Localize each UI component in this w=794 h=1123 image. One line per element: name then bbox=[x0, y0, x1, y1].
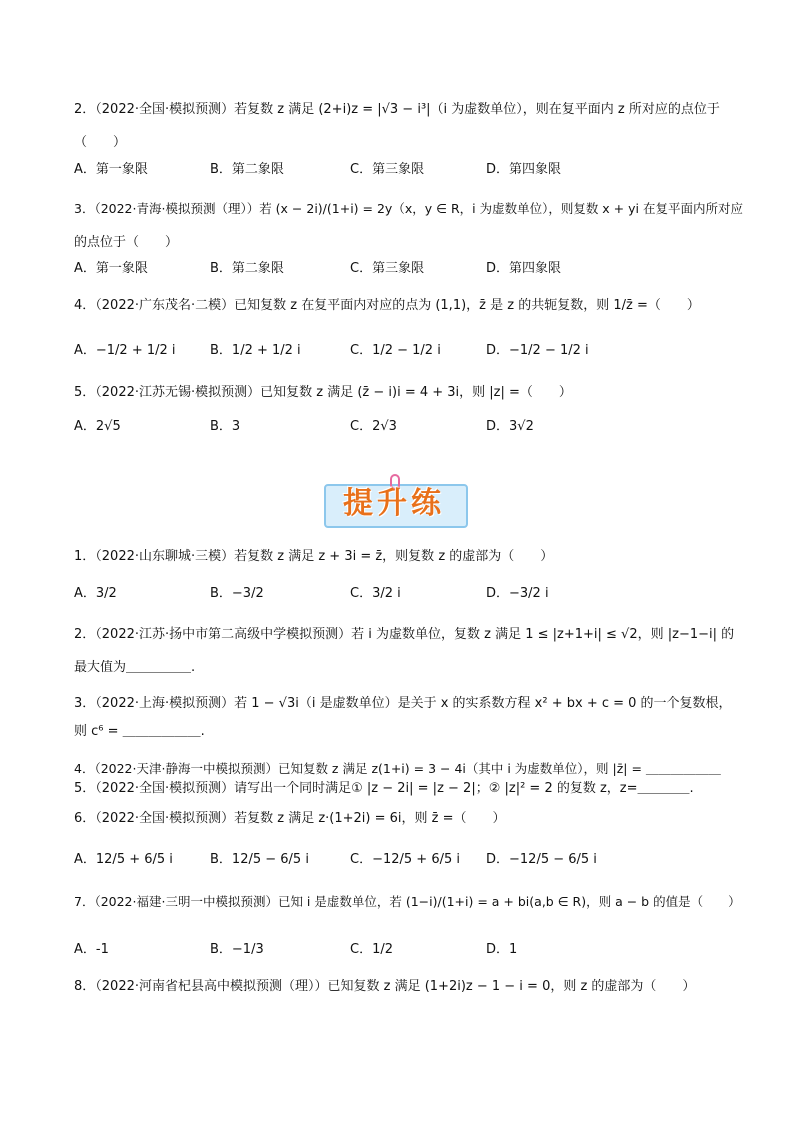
option-c: C．−12/5 + 6/5 i bbox=[350, 852, 460, 867]
question-5-text: 5．（2022·江苏无锡·模拟预测）已知复数 z 满足 (z̄ − i)i = 4 + 3i，则 |z| =（ ） bbox=[74, 385, 572, 400]
practice-2-text: 2．（2022·江苏·扬中市第二高级中学模拟预测）若 i 为虚数单位，复数 z 满足 1 ≤ |z+1+i| ≤ √2，则 |z−1−i| 的 bbox=[74, 627, 735, 642]
practice-1-text: 1．（2022·山东聊城·三模）若复数 z 满足 z + 3i = z̄，则复数 z 的虚部为（ ） bbox=[74, 549, 554, 564]
option-c: C．第三象限 bbox=[350, 261, 425, 276]
question-4-text: 4．（2022·广东茂名·二模）已知复数 z 在复平面内对应的点为 (1,1)，z̄ 是 z 的共轭复数，则 1/z̄ =（ ） bbox=[74, 298, 700, 313]
practice-6-text: 6．（2022·全国·模拟预测）若复数 z 满足 z·(1+2i) = 6i，则 z̄ =（ ） bbox=[74, 811, 506, 826]
practice-8-text: 8．（2022·河南省杞县高中模拟预测（理））已知复数 z 满足 (1+2i)z − 1 − i = 0，则 z 的虚部为（ ） bbox=[74, 979, 696, 994]
practice-3-text-cont: 则 c⁶ = ＿＿＿＿＿＿. bbox=[74, 724, 205, 739]
practice-3-text: 3．（2022·上海·模拟预测）若 1 − √3i（i 是虚数单位）是关于 x 的实系数方程 x² + bx + c = 0 的一个复数根， bbox=[74, 696, 732, 711]
option-d: D．1 bbox=[486, 942, 518, 957]
option-d: D．−3/2 i bbox=[486, 586, 549, 601]
option-b: B．−3/2 bbox=[210, 586, 264, 601]
option-d: D．第四象限 bbox=[486, 162, 562, 177]
option-a: A．12/5 + 6/5 i bbox=[74, 852, 173, 867]
section-banner bbox=[320, 474, 470, 528]
banner-title: 提升练 bbox=[343, 486, 445, 521]
option-b: B．3 bbox=[210, 419, 241, 434]
question-2-text: 2．（2022·全国·模拟预测）若复数 z 满足 (2+i)z = |√3 − i³|（i 为虚数单位），则在复平面内 z 所对应的点位于 bbox=[74, 102, 720, 117]
option-a: A．第一象限 bbox=[74, 261, 148, 276]
option-c: C．1/2 bbox=[350, 942, 393, 957]
option-b: B．第二象限 bbox=[210, 261, 284, 276]
option-c: C．3/2 i bbox=[350, 586, 401, 601]
option-d: D．第四象限 bbox=[486, 261, 562, 276]
practice-7-text: 7．（2022·福建·三明一中模拟预测）已知 i 是虚数单位，若 (1−i)/(1+i) = a + bi(a,b ∈ R)，则 a − b 的值是（ ） bbox=[74, 894, 741, 909]
option-d: D．3√2 bbox=[486, 419, 534, 434]
option-d: D．−12/5 − 6/5 i bbox=[486, 852, 597, 867]
option-a: A．2√5 bbox=[74, 419, 121, 434]
practice-4-text: 4．（2022·天津·静海一中模拟预测）已知复数 z 满足 z(1+i) = 3 − 4i（其中 i 为虚数单位），则 |z̄| = ＿＿＿＿＿＿ bbox=[74, 761, 721, 776]
option-d: D．−1/2 − 1/2 i bbox=[486, 343, 589, 358]
option-c: C．第三象限 bbox=[350, 162, 425, 177]
option-b: B．12/5 − 6/5 i bbox=[210, 852, 309, 867]
option-a: A．第一象限 bbox=[74, 162, 148, 177]
option-b: B．第二象限 bbox=[210, 162, 284, 177]
question-2-bracket: （ ） bbox=[74, 135, 127, 150]
question-3-text: 3．（2022·青海·模拟预测（理））若 (x − 2i)/(1+i) = 2y（x，y ∈ R，i 为虚数单位），则复数 x + yi 在复平面内所对应 bbox=[74, 201, 743, 216]
option-c: C．1/2 − 1/2 i bbox=[350, 343, 441, 358]
question-3-text-cont: 的点位于（ ） bbox=[74, 235, 179, 250]
option-c: C．2√3 bbox=[350, 419, 397, 434]
option-a: A．3/2 bbox=[74, 586, 117, 601]
option-b: B．−1/3 bbox=[210, 942, 264, 957]
option-a: A．-1 bbox=[74, 942, 109, 957]
option-b: B．1/2 + 1/2 i bbox=[210, 343, 301, 358]
option-a: A．−1/2 + 1/2 i bbox=[74, 343, 176, 358]
practice-5-text: 5．（2022·全国·模拟预测）请写出一个同时满足① |z − 2i| = |z − 2|；② |z|² = 2 的复数 z，z=＿＿＿＿. bbox=[74, 781, 694, 796]
practice-2-text-cont: 最大值为＿＿＿＿＿. bbox=[74, 660, 196, 675]
